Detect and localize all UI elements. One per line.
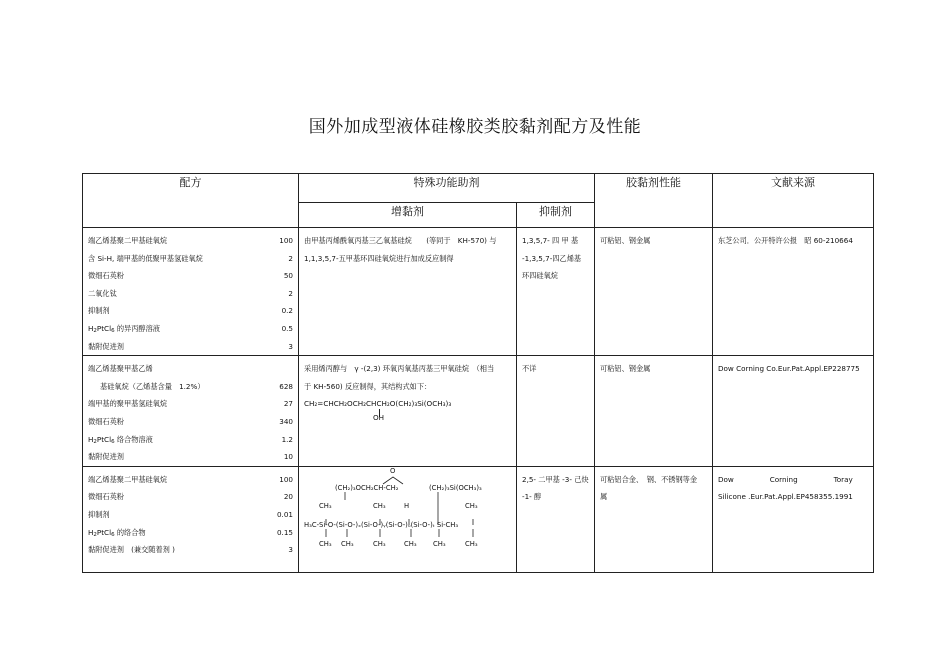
formula-line: 黏附促进剂 (兼交随着剂 ) 3 — [88, 545, 293, 555]
silane-group: (CH₂)₃Si(OCH₃)₃ — [429, 483, 482, 492]
formula-line: 抑制剂 0.2 — [88, 306, 293, 316]
formula-line: 微细石英粉 340 — [88, 416, 293, 426]
methyl-group: CH₃ — [465, 501, 478, 510]
table-row — [83, 466, 874, 572]
formula-line: 端乙烯基聚甲基乙烯 — [88, 364, 153, 374]
header-special-agents: 特殊功能助剂 — [299, 174, 595, 203]
formulation-table — [82, 173, 874, 573]
formula-line: 基硅氧烷（乙烯基含量 1.2%） 628 — [100, 381, 293, 391]
tackifier-cell — [299, 228, 517, 356]
formula-line: 微细石英粉 20 — [88, 492, 293, 502]
reference-line: Dow Corning Toray — [718, 474, 853, 484]
epoxy-oxygen: O — [390, 466, 396, 475]
table-row — [83, 356, 874, 467]
formula-line: 微细石英粉 50 — [88, 271, 293, 281]
formula-line: 端甲基的聚甲基氢硅氧烷 27 — [88, 399, 293, 409]
header-inhibitor: 抑制剂 — [517, 203, 595, 228]
methyl-group: CH₃ — [319, 539, 332, 548]
header-reference: 文献来源 — [713, 174, 874, 228]
inhibitor-line: -1,3,5,7-四乙烯基 — [522, 253, 582, 263]
header-tackifier: 增黏剂 — [299, 203, 517, 228]
structure-bonds — [299, 467, 515, 567]
adhesive-line: 属 — [600, 492, 608, 502]
inhibitor-line: 环四硅氧烷 — [522, 271, 558, 281]
reference-line: Silicone .Eur.Pat.Appl.EP458355.1991 — [718, 492, 853, 502]
formula-line: 黏附促进剂 10 — [88, 452, 293, 462]
formula-cell — [83, 356, 299, 467]
methyl-group: CH₃ — [373, 539, 386, 548]
adhesive-text: 可粘铝、钢金属 — [600, 236, 651, 245]
inhibitor-line: 1,3,5,7- 四 甲 基 — [522, 236, 579, 245]
inhibitor-line: -1- 醇 — [522, 492, 542, 502]
formula-line: 含 Si-H, 端甲基的低聚甲基氢硅氧烷 2 — [88, 253, 293, 263]
adhesive-line: 可粘铝合金、 钢、不锈钢等金 — [600, 474, 698, 484]
methyl-group: CH₃ — [465, 539, 478, 548]
tackifier-line: 1,1,3,5,7-五甲基环四硅氧烷进行加成反应制得 — [304, 253, 454, 263]
tackifier-line: 采用烯丙醇与 γ -(2,3) 环氧丙氧基丙基三甲氧硅烷 （相当 — [304, 364, 495, 374]
inhibitor-cell — [517, 466, 595, 572]
adhesive-cell — [595, 356, 713, 467]
tackifier-oh: OH — [373, 412, 385, 422]
reference-text: Dow Corning Co.Eur.Pat.Appl.EP228775 — [718, 364, 860, 374]
reference-cell — [713, 228, 874, 356]
epoxy-group: (CH₂)₃OCH₂CH-CH₂ — [335, 483, 399, 492]
formula-line: $H_2PtCl_6$ 的异丙醇溶液 0.5 — [88, 323, 293, 334]
header-adhesive-props: 胶黏剂性能 — [595, 174, 713, 228]
formula-cell — [83, 228, 299, 356]
table-row — [83, 228, 874, 356]
adhesive-cell — [595, 466, 713, 572]
siloxane-backbone: H₃C-Si-O-(Si-O-)ₓ(Si-O-)ᵧ(Si-O-)ᵤ(Si-O-)ₜ Si-CH₃ — [304, 520, 459, 529]
formula-line: $H_2PtCl_6$ 的络合物 0.15 — [88, 527, 293, 538]
formula-line: $H_2PtCl_6$ 络合物溶液 1.2 — [88, 434, 293, 445]
adhesive-cell — [595, 228, 713, 356]
tackifier-line: 由甲基丙烯酰氧丙基三乙氧基硅烷 (等同于 KH-570) 与 — [304, 236, 497, 245]
structure-cell — [299, 466, 517, 572]
epoxy-ring-bond — [383, 477, 403, 484]
inhibitor-cell — [517, 356, 595, 467]
page-title: 国外加成型液体硅橡胶类胶黏剂配方及性能 — [308, 117, 642, 137]
formula-line: 抑制剂 0.01 — [88, 509, 293, 519]
reference-cell — [713, 466, 874, 572]
inhibitor-cell — [517, 228, 595, 356]
methyl-group: CH₃ — [433, 539, 446, 548]
formula-line: 端乙烯基聚二甲基硅氧烷 100 — [88, 474, 293, 484]
tackifier-cell — [299, 356, 517, 467]
formula-line: 黏附促进剂 3 — [88, 341, 293, 351]
methyl-group: CH₃ — [319, 501, 332, 510]
inhibitor-line: 2,5- 二甲基 -3- 己炔 — [522, 474, 589, 484]
methyl-group: CH₃ — [373, 501, 386, 510]
formula-line: 二氧化钛 2 — [88, 288, 293, 298]
reference-cell — [713, 356, 874, 467]
methyl-group: CH₃ — [404, 539, 417, 548]
structural-formula — [299, 467, 516, 567]
adhesive-text: 可粘铝、钢金属 — [600, 364, 651, 374]
tackifier-formula: CH₂=CHCH₂OCH₂CHCH₂O(CH₂)₃Si(OCH₃)₃ — [304, 399, 452, 409]
header-formula: 配方 — [83, 174, 299, 228]
inhibitor-line: 不详 — [522, 364, 537, 374]
formula-cell — [83, 466, 299, 572]
hydrogen-atom: H — [404, 501, 410, 510]
reference-text: 东芝公司．公开特许公报 昭 60-210664 — [718, 236, 853, 245]
tackifier-line: 于 KH-560) 反应制得，其结构式如下： — [304, 381, 432, 391]
formula-line: 端乙烯基聚二甲基硅氧烷 100 — [88, 236, 293, 245]
methyl-group: CH₃ — [341, 539, 354, 548]
